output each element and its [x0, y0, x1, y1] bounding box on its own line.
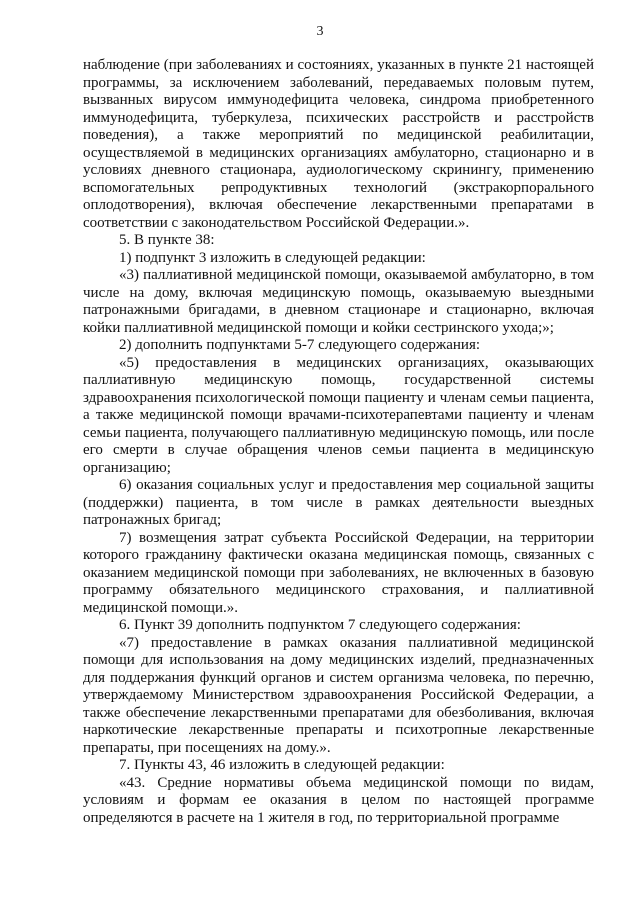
document-body: [83, 57, 594, 827]
paragraph-subitem-7-text: 7) возмещения затрат субъекта Российской Федерации, на территории которого гражданину фактически оказана медицинская помощь, связанных с оказанием медицинской помощи при заболеваниях, не включенных в базовую программу обязательного медицинского страхования, и паллиативной медицинской помощи.».: [83, 529, 594, 616]
page-number: 3: [316, 24, 324, 39]
paragraph-subitem-5-text: «5) предоставления в медицинских организациях, оказывающих паллиативную медицинскую помощь, государственной системы здравоохранения психологической помощи пациенту и членам семьи пациента, а также медицинской помощи врачами-психотерапевтами пациенту и членам семьи пациента, получающего паллиативную медицинскую помощь, или после его смерти в случае обращения членов семьи пациента в медицинскую организацию;: [83, 354, 594, 476]
paragraph-item-6-heading: 6. Пункт 39 дополнить подпунктом 7 следующего содержания:: [119, 617, 521, 633]
paragraph-subitem-1: 1) подпункт 3 изложить в следующей редакции:: [119, 249, 426, 266]
paragraph-subitem-3-text: «3) паллиативной медицинской помощи, оказываемой амбулаторно, в том числе на дому, включая медицинскую помощь, оказываемую выездными патронажными бригадами, в дневном стационаре и стационарно, включая койки паллиативной медицинской помощи и койки сестринского ухода;»;: [83, 267, 594, 336]
paragraph-item-5-heading: 5. В пункте 38:: [119, 232, 215, 248]
paragraph-continuation: наблюдение (при заболеваниях и состояниях, указанных в пункте 21 настоящей программы, за исключением заболеваний, передаваемых половым путем, вызванных вирусом иммунодефицита человека, синдрома приобретенного иммунодефицита, туберкулеза, психических расстройств и расстройств поведения), а также мероприятий по медицинской реабилитации, осуществляемой в медицинских организациях амбулаторно, стационарно и в условиях дневного стационара, аудиологическому скринингу, применению вспомогательных репродуктивных технологий (экстракорпорального оплодотворения), включая обеспечение лекарственными препаратами в соответствии с законодательством Российской Федерации.».: [83, 57, 594, 231]
paragraph-subitem-2: 2) дополнить подпунктами 5-7 следующего содержания:: [119, 337, 481, 353]
paragraph-item-6-subitem-7-text: «7) предоставление в рамках оказания паллиативной медицинской помощи для использования на дому медицинских изделий, предназначенных для поддержания функций органов и систем организма человека, по перечню, утверждаемому Министерством здравоохранения Российской Федерации, а также обеспечение лекарственными препаратами для обезболивания, включая наркотические лекарственные препараты и психотропные лекарственные препараты, при посещениях на дому.».: [83, 634, 594, 756]
paragraph-point-43-text: «43. Средние нормативы объема медицинской помощи по видам, условиям и формам ее оказания в целом по настоящей программе определяются в расчете на 1 жителя в год, по территориальной программе: [83, 774, 594, 826]
paragraph-item-7-heading: 7. Пункты 43, 46 изложить в следующей редакции:: [119, 757, 445, 773]
paragraph-subitem-6-text: 6) оказания социальных услуг и предоставления мер социальной защиты (поддержки) пациента, в том числе в рамках деятельности выездных патронажных бригад;: [83, 477, 594, 528]
